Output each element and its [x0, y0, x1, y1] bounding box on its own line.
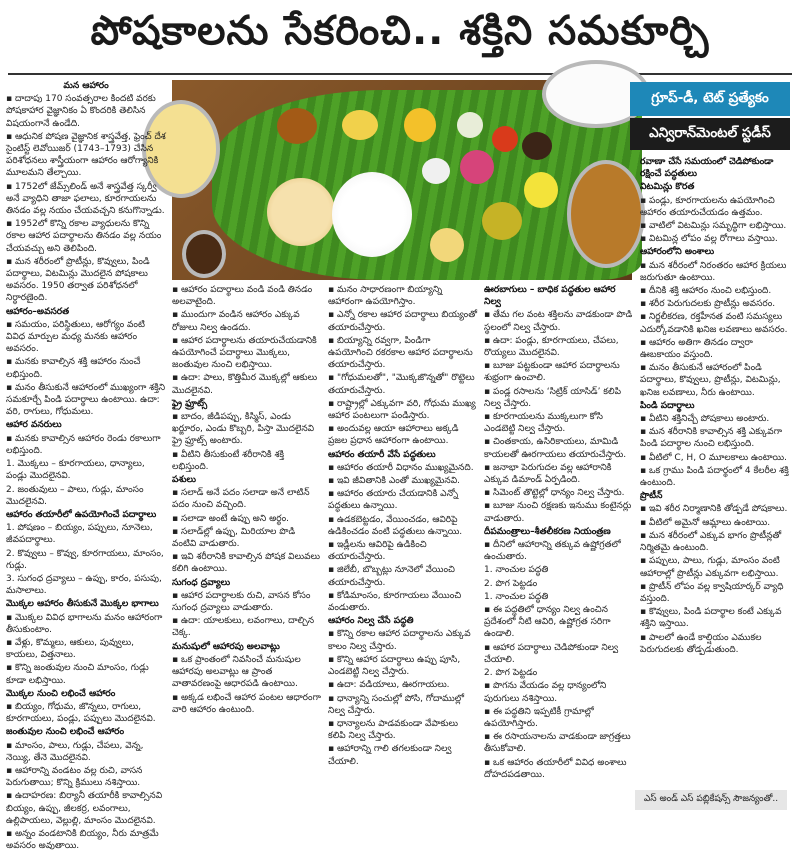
paragraph: ▪ ప్రొటీన్‌ లోపం వల్ల క్వాషియార్కర్‌ వ్యాధి వస్తుంది. [640, 581, 784, 604]
paragraph: ▪ ధాన్యాన్ని సంచుల్లో పోసి, గోదాముల్లో నిల్వ చేస్తారు. [328, 693, 464, 716]
paragraph: ▪ 1752లో జేమ్స్‌లిండ్‌ అనే శాస్త్రవేత్త స్కర్వీ అనే వ్యాధిని తాజా ఫలాలు, కూరగాయలను తినడం వల్ల నయం చేయవచ్చని కనుగొన్నాడు. [6, 181, 165, 217]
chutney-dish-image [457, 112, 483, 138]
paragraph: ఆహార వనరులు [6, 420, 62, 431]
paragraph: ▪ కొన్ని ఆహార పదార్థాలు ఉప్పు పూసి, ఎండబెట్టి నిల్వ చేస్తారు. [328, 654, 461, 678]
curry-bowl-image [567, 160, 645, 268]
paragraph: ▪ ఉదా: పండ్లు, కూరగాయలు, చేపలు, రొయ్యలు మొదలైనవి. [484, 335, 619, 359]
raita-dish-image [422, 158, 450, 184]
paragraph: ▪ కోడిమాంసం, కూరగాయలు వేయించి వండుతారు. [328, 590, 462, 614]
paragraph: పిండి పదార్థాలు [640, 400, 695, 411]
paragraph: ▪ ఇవి జీవితానికి ఎంతో ముఖ్యమైనవి. [328, 476, 460, 487]
paragraph: ▪ మన శరీరానికి కావాల్సిన శక్తి ఎక్కువగా పిండి పదార్థాల నుంచి లభిస్తుంది. [640, 427, 782, 450]
paragraph: రవాణా చేసే సమయంలో చెడిపోకుండా రక్షించే పద్ధతులు [640, 157, 774, 180]
paragraph: ▪ ఒక ఆహారం తయారీలో వివిధ అంశాలు దోహదపడతాయి. [484, 757, 627, 780]
paragraph: ▪ కూరగాయలను ముక్కలుగా కోసి ఎండబెట్టి నిల్వ చేస్తారు. [484, 412, 604, 435]
column-3 [328, 284, 478, 810]
paragraph: ▪ ఆహార పదార్థాలు చెడిపోకుండా నిల్వ చేయాలి. [484, 642, 619, 665]
paragraph: ప్రొటీన్‌ [640, 491, 663, 502]
column-2 [172, 284, 322, 810]
paragraph: ▪ 1952లో కొన్ని రకాల వ్యాధులను కొన్ని రకాల ఆహార పదార్థాలను తినడం వల్ల నయం చేయవచ్చు అని తెలిపింది. [6, 219, 162, 254]
courtesy-note: ఎస్‌ అండ్‌ ఎస్‌ పబ్లికేషన్స్‌ సౌజన్యంతో.. [635, 790, 787, 810]
paragraph: ▪ సలాడ్‌ అనే పదం సలాడా అనే లాటిన్‌ పదం నుంచి వచ్చింది. [172, 488, 310, 511]
headline-rule [8, 73, 792, 75]
paragraph: ఆహారంలోని అంశాలు [640, 247, 715, 258]
cup-image [182, 230, 226, 278]
paragraph: ▪ బూజు నుంచి రక్షణకు ఇనుము కంటైనర్లు వాడుతారు. [484, 501, 632, 524]
paragraph: ఆహారం తయారీ వేసే పద్ధతులు [328, 449, 436, 460]
paragraph: మొక్కల ఆహారం తీసుకునే మొక్కల భాగాలు [6, 599, 159, 610]
paragraph: ఆహారం తయారీలో ఉపయోగించే పదార్థాలు [6, 509, 157, 520]
curry-dish-image [404, 108, 436, 142]
paragraph: ఫ్రై ఫ్రూట్స్‌ [172, 398, 208, 409]
paragraph: ▪ వేళ్లు, కొమ్మలు, ఆకులు, పువ్వులు, కాయలు, విత్తనాలు. [6, 637, 135, 661]
paragraph: ▪ పండ్లు, కూరగాయలను ఉపయోగించి ఆహారం తయారుచేయడం ఉత్తమం. [640, 195, 775, 218]
paragraph: ▪ మనం తీసుకునే ఆహారంలో పిండి పదార్థాలు, కొవ్వులు, ప్రొటీన్లు, విటమిన్లు, ఖనిజ లవణాలు, నీరు ఉంటాయి. [640, 363, 781, 398]
paragraph: ▪ వాటిలో విటమిన్లు సమృద్ధిగా లభిస్తాయి. [640, 221, 787, 232]
beetroot-dish-image [460, 150, 494, 184]
dessert-dish-image [522, 132, 552, 160]
sweet-dish-image [430, 228, 464, 262]
paragraph: ▪ ఉదాహరణ: బిర్యానీ తయారీకి కావాల్సినవి బియ్యం, ఉప్పు, జీలకర్ర, లవంగాలు, ఉల్లిపాయలు, వెల్లుల్లి, మాంసం మొదలైనవి. [6, 791, 163, 826]
column-5 [640, 156, 792, 786]
highlight-title: గ్రూప్‌-డీ, టెట్‌ ప్రత్యేకం [630, 82, 790, 116]
paragraph: ▪ బాదం, జీడిపప్పు, కిస్మిస్‌, ఎండు ఖర్జూరం, ఎండు కొబ్బరి, పిస్తా మొదలైనవి ఫ్రై ఫ్రూట్స్‌ అంటారు. [172, 412, 315, 447]
paragraph: ▪ ఉదా: వడియాలు, ఊరగాయలు. [328, 680, 450, 691]
paragraph: ▪ ఆహారాన్ని వండటం వల్ల రుచి, వాసన పెరుగుతాయి; కొన్ని క్రిములు నశిస్తాయి. [6, 765, 143, 789]
paragraph: ▪ ఇడ్లీలను ఆవిరిపై ఉడికించి తయారుచేస్తారు. [328, 540, 427, 563]
paragraph: ▪ మొక్కల వివిధ భాగాలను మనం ఆహారంగా తీసుకుంటాం. [6, 612, 163, 635]
paragraph: ▪ వీటిని శక్తినిచ్చే పోషకాలు అంటారు. [640, 414, 770, 425]
paragraph: ▪ రాష్ట్రాల్లో ఎక్కువగా వరి, గోధుమ ముఖ్య ఆహార పంటలుగా పండిస్తారు. [328, 398, 476, 422]
paragraph: విటమిన్లు కొరత [640, 182, 695, 193]
paragraph: ఆహారం–అవసరత [6, 306, 70, 317]
paragraph: ▪ ఆహారం అతిగా తినడం ద్వారా ఊబకాయం వస్తుంది. [640, 337, 753, 361]
paragraph: ▪ అక్కడ లభించే ఆహార పంటల ఆధారంగా వారి ఆహారం ఉంటుంది. [172, 692, 321, 715]
paragraph: ▪ ఈ పద్ధతిని ఇప్పటికీ గ్రామాల్లో ఉపయోగిస్తారు. [484, 706, 594, 729]
paragraph: ▪ చింతకాయ, ఉసిరికాయలు, మామిడి కాయలతో ఊరగాయలు తయారుచేస్తారు. [484, 437, 627, 460]
paragraph: ▪ మనకు కావాల్సిన శక్తి ఆహారం నుంచే లభిస్తుంది. [6, 357, 141, 380]
paragraph: ఊరబాగులు – బాధిక పద్ధతుల ఆహార నిల్వ [484, 285, 616, 308]
exam-highlight-box [630, 82, 790, 152]
paragraph: ▪ మన శరీరంలో ప్రొటీన్లు, కొవ్వులు, పిండి పదార్థాలు, విటమిన్లు మొదలైన పోషకాలు అవసరం. 1950 తర్వాత పరిశోధనలో నిర్ధారణైంది. [6, 256, 150, 304]
paragraph: ▪ ఉదా: పాలు, కొత్తిమీర మొక్కల్లో ఆకులు మొదలైనవి. [172, 373, 318, 396]
banana-chips-image [524, 172, 558, 208]
paragraph: ▪ నిర్జలీకరణ, రక్తహీనత వంటి సమస్యలు ఎదుర్కోవడానికి ఖనిజ లవణాలు అవసరం. [640, 312, 788, 335]
paragraph: మొక్కల నుంచి లభించే ఆహారం [6, 688, 116, 699]
paragraph: ▪ ఈ రసాయనాలను వాడకుండా జాగ్రత్తలు తీసుకోవాలి. [484, 732, 631, 755]
paragraph: ▪ ఒక గ్రాము పిండి పదార్థంలో 4 కేలరీల శక్తి ఉంటుంది. [640, 465, 789, 489]
paragraph: 2. పొగ పెట్టడం [484, 578, 538, 589]
paragraph: 2. కొవ్వులు – కొవ్వు, కూరగాయలు, మాంసం, గుడ్లు. [6, 548, 164, 571]
page-headline: పోషకాలను సేకరించి.. శక్తిని సమకూర్చి [90, 8, 710, 54]
paragraph: ▪ మన శరీరంలో నిరంతరం ఆహార క్రియలు జరుగుతూ ఉంటాయి. [640, 260, 787, 283]
paragraph: ▪ ధాన్యాలను పాడవకుండా వేపాకులు కలిపి నిల్వ చేస్తారు. [328, 718, 458, 742]
paragraph: ▪ దీనికి శక్తి ఆహారం నుంచి లభిస్తుంది. [640, 286, 772, 297]
column-4 [484, 284, 634, 810]
highlight-subtitle: ఎన్విరాన్‌మెంటల్‌ స్టడీస్‌ [630, 118, 790, 150]
papad-image [267, 178, 335, 246]
paragraph: ▪ ఇవి శరీరానికి కావాల్సిన పోషక విలువలు కలిగి ఉంటాయి. [172, 552, 320, 575]
paragraph: ▪ వీటిని తీసుకుంటే శరీరానికి శక్తి లభిస్తుంది. [172, 449, 285, 472]
paragraph: ▪ సలాడ్‌ల్లో ఉప్పు, మిరియాల పొడి వంటివి వాడుతారు. [172, 526, 296, 550]
paragraph: ▪ మాంసం, పాలు, గుడ్లు, చేపలు, వెన్న, నెయ్యి, తేనె మొదలైనవి. [6, 740, 144, 763]
paragraph: ▪ మన శరీరంలో ఎక్కువ భాగం ప్రొటీన్లతో నిర్మితమై ఉంటుంది. [640, 530, 782, 554]
paragraph: ▪ ఆహారం పదార్థాలు వండి వండి తినడం అలవాటైంది. [172, 285, 313, 308]
section-title: మన ఆహారం [63, 81, 109, 91]
paragraph: ▪ ఆహారం తయారు చేయడానికి ఎన్నో పద్ధతులు ఉన్నాయి. [328, 489, 459, 512]
paragraph: ▪ పండ్ల రసాలను ‘సిట్రిక్‌ యాసిడ్‌’ కలిపి నిల్వ చేస్తారు. [484, 386, 621, 409]
vegetable-dish-image [482, 202, 522, 240]
paragraph: ▪ కొన్ని జంతువుల నుంచి మాంసం, గుడ్లు కూడా లభిస్తాయి. [6, 663, 149, 686]
paragraph: ▪ మనం సాధారణంగా బియ్యాన్ని ఆహారంగా ఉపయోగిస్తాం. [328, 285, 443, 308]
paragraph: ▪ పొగను వేయడం వల్ల ధాన్యంలోని పురుగులు నశిస్తాయి. [484, 681, 607, 704]
paragraph: ▪ ఇవి శరీర నిర్మాణానికి తోడ్పడే పోషకాలు. [640, 504, 788, 515]
paragraph: ▪ బియ్యం, గోధుమ, జొన్నలు, రాగులు, కూరగాయలు, పండ్లు, పప్పులు మొదలైనవి. [6, 701, 156, 725]
paragraph: ▪ శరీర పెరుగుదలకు ప్రొటీన్లు అవసరం. [640, 299, 776, 310]
curry-dish-image [342, 110, 378, 140]
paragraph: ▪ అన్నం వండటానికి బియ్యం, నీరు మాత్రమే అవసరం అవుతాయి. [6, 828, 159, 852]
paragraph: 1. పోషణం – బియ్యం, పప్పులు, నూనెలు, జీవపదార్థాలు. [6, 523, 153, 546]
paragraph: ▪ ఒక ప్రాంతంలో నివసించే మనుషుల ఆహారపు అలవాట్లు ఆ ప్రాంత వాతావరణంపై ఆధారపడి ఉంటాయి. [172, 654, 301, 690]
paragraph: ▪ ఆహారం తయారీ విధానం ముఖ్యమైనది. [328, 462, 474, 473]
paragraph: 1. నాంచుల పద్ధతి [484, 591, 549, 602]
paragraph: ఆహారం నిల్వ చేసే పద్ధతి [328, 616, 414, 627]
paragraph: ▪ మనం తీసుకునే ఆహారంలో ముఖ్యంగా శక్తిని సమకూర్చే పిండి పదార్థాలు ఉంటాయి. ఉదా: వరి, రాగులు, గోధుమలు. [6, 382, 166, 418]
paragraph: ▪ కొవ్వులు, పిండి పదార్థాల కంటే ఎక్కువ శక్తిని ఇస్తాయి. [640, 607, 782, 630]
paragraph: ▪ మనకు కావాల్సిన ఆహారం రెండు రకాలుగా లభిస్తుంది. [6, 433, 161, 456]
paragraph: 3. సుగంధ ద్రవ్యాలు – ఉప్పు, కారం, పసుపు, మసాలాలు. [6, 573, 162, 597]
paragraph: ▪ సిమెంట్‌ తొట్టెల్లో ధాన్యం నిల్వ చేస్తారు. [484, 488, 625, 499]
paragraph: ▪ కొన్ని రకాల ఆహార పదార్థాలను ఎక్కువ కాలం నిల్వ చేస్తారు. [328, 629, 471, 652]
paragraph: ▪ దీనిలో ఆహారాన్ని తక్కువ ఉష్ణోగ్రతలో ఉంచుతారు. [484, 540, 621, 563]
paragraph: ▪ "గోధుమలతో", "మొక్కజొన్నతో" రొట్టెలు తయారుచేస్తారు. [328, 373, 475, 396]
paragraph: ▪ ఆహార పదార్థాలకు రుచి, వాసన కోసం సుగంధ ద్రవ్యాలు వాడుతారు. [172, 590, 311, 614]
paragraph: ▪ జిలేబీ, బొబ్బట్లు నూనెలో వేయించి తయారుచేస్తారు. [328, 565, 455, 588]
paragraph: ▪ ముందుగా వండిన ఆహారం ఎక్కువ రోజులు నిల్వ ఉండదు. [172, 310, 300, 333]
paragraph: 2. జంతువులు – పాలు, గుడ్లు, మాంసం మొదలైనవి. [6, 484, 144, 507]
rice-heap-image [332, 172, 412, 257]
paragraph: 2. పొగ పెట్టడం [484, 668, 538, 679]
paragraph: ▪ తేమ గల వంట శక్తిలను వాడకుండా పొడి స్థలంలో నిల్వ చేస్తారు. [484, 310, 633, 333]
paragraph: ▪ ఈ పద్ధతిలో ధాన్యం నిల్వ ఉంచిన ప్రదేశంలో నీటి ఆవిరి, ఉష్ణోగ్రత సరిగా ఉండాలి. [484, 605, 611, 640]
paragraph: ▪ ఉడకబెట్టడం, వేయించడం, ఆవిరిపై ఉడికించడం వంటి పద్ధతులు ఉన్నాయి. [328, 514, 463, 537]
paragraph: ▪ ఆధునిక పోషణ వైజ్ఞానిక శాస్త్రవేత్త, ఫ్రెంచ్‌ దేశ సైంటిస్ట్‌ లెవోయిజర్‌ (1743–1793) చేసిన పరిశోధనలు శాస్త్రీయంగా ఆహారం ఆరోగ్యానికి మూలమని తేల్చాయి. [6, 131, 166, 179]
paragraph: సుగంధ ద్రవ్యాలు [172, 577, 231, 588]
paragraph: ▪ ఆహార పదార్థాలను తయారుచేయడానికి ఉపయోగించే పదార్థాలు మొక్కలు, జంతువుల నుంచి లభిస్తాయి. [172, 335, 317, 371]
paragraph: 1. మొక్కలు – కూరగాయలు, ధాన్యాలు, పండ్లు మొదలైనవి. [6, 459, 145, 482]
paragraph: ▪ పాలలో ఉండే కాల్షియం ఎముకల పెరుగుదలకు తోడ్పడుతుంది. [640, 632, 762, 655]
banana-leaf-meal-photo [172, 80, 632, 280]
paragraph: ▪ బియ్యాన్ని రవ్వగా, పిండిగా ఉపయోగించి రకరకాల ఆహార పదార్థాలను తయారుచేస్తారు. [328, 335, 473, 371]
paragraph: 1. నాంచుల పద్ధతి [484, 565, 549, 576]
paragraph: ▪ జనాభా పెరుగుదల వల్ల ఆహారానికి ఎక్కువ డిమాండ్‌ ఏర్పడింది. [484, 462, 612, 486]
column-1 [6, 80, 166, 852]
paragraph: ▪ ఉదా: యాలకులు, లవంగాలు, దాల్చిన చెక్క. [172, 616, 315, 639]
curry-dish-image [277, 108, 317, 144]
paragraph: ▪ వీటిలో C, H, O మూలకాలు ఉంటాయి. [640, 452, 787, 463]
paragraph: ▪ పప్పులు, పాలు, గుడ్లు, మాంసం వంటి ఆహారాల్లో ప్రొటీన్లు ఎక్కువగా లభిస్తాయి. [640, 556, 780, 579]
paragraph: ▪ సలాడా అంటే ఉప్పు అని అర్థం. [172, 513, 290, 524]
paragraph: ▪ ఎన్నో రకాల ఆహార పదార్థాలు బియ్యంతో తయారుచేస్తారు. [328, 310, 478, 333]
paragraph: దీపమంత్రాలు–శీతలీకరణ నియంత్రణ [484, 526, 611, 537]
paragraph: ▪ వీటిలో అమైనో ఆమ్లాలు ఉంటాయి. [640, 517, 771, 528]
paragraph: మనుషులో ఆహారపు అలవాట్లు [172, 641, 280, 652]
paragraph: ▪ దాదాపు 170 సంవత్సరాల కిందటి వరకు పోషకాహార వైజ్ఞానికం ఏ కొందరికి తెలిసిన విషయంగానే ఉండేది. [6, 94, 156, 129]
pickle-dish-image [492, 126, 518, 152]
paragraph: ▪ బూజు పట్టకుండా ఆహార పదార్థాలను శుభ్రంగా ఉంచాలి. [484, 361, 620, 384]
paragraph: పశులు [172, 475, 196, 486]
paragraph: ▪ సమయం, పరిస్థితులు, ఆరోగ్యం వంటి వివిధ మార్పుల మధ్య మనకు ఆహారం అవసరం. [6, 319, 145, 355]
paragraph: ▪ విటమిన్ల లోపం వల్ల రోగాలు వస్తాయి. [640, 234, 778, 245]
paragraph: ▪ ఆహారాన్ని గాలి తగలకుండా నిల్వ చేయాలి. [328, 744, 452, 767]
paragraph: ▪ అందువల్ల ఆయా ఆహారాలు అక్కడి ప్రజల ప్రధాన ఆహారంగా ఉంటాయి. [328, 424, 459, 447]
paragraph: జంతువుల నుంచి లభించే ఆహారం [6, 727, 125, 738]
